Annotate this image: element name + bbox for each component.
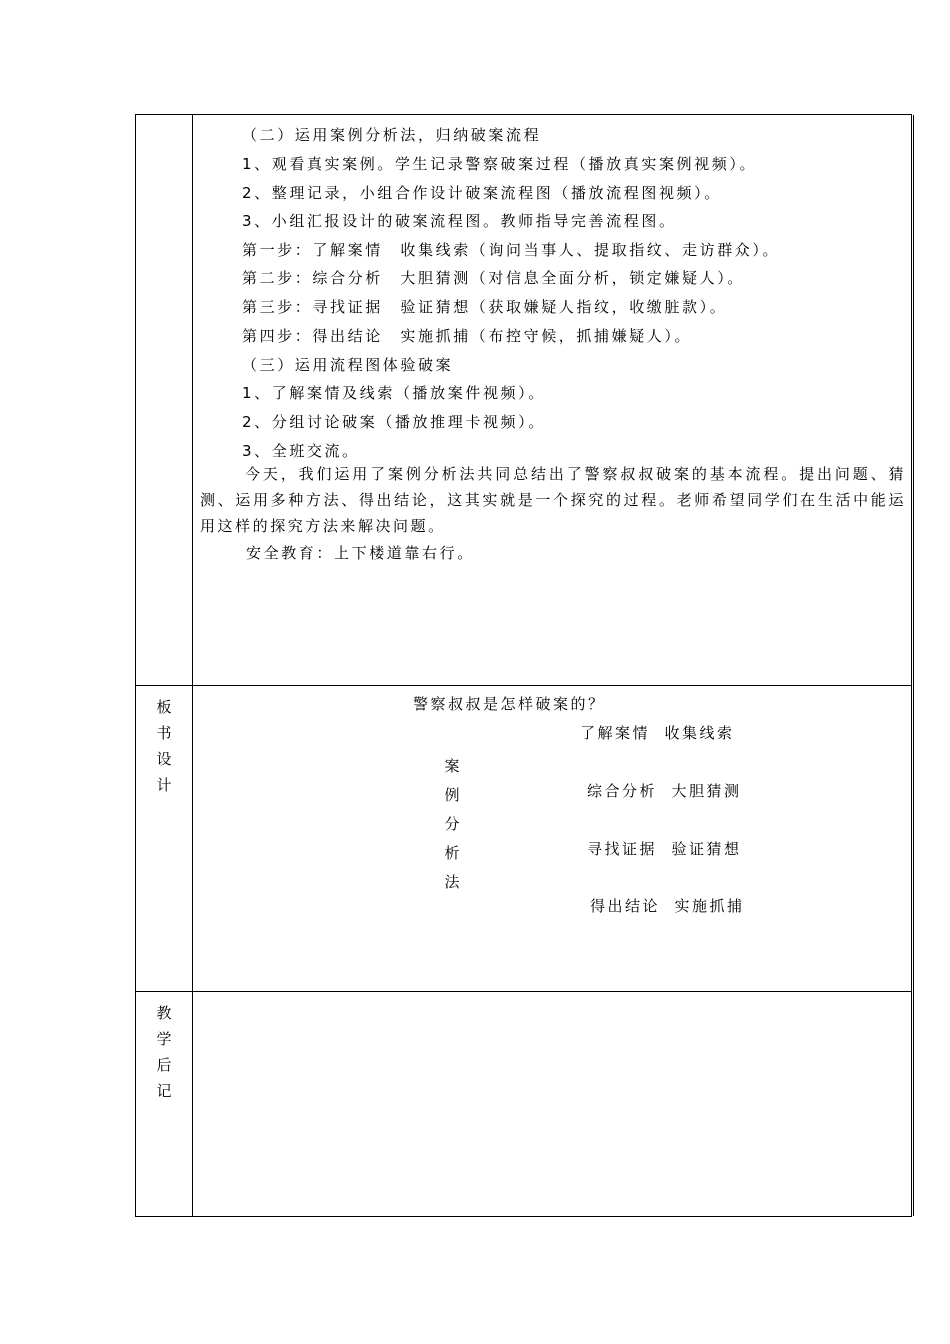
board-content-cell — [194, 686, 911, 991]
step-item: 第一步：了解案情 收集线索（询问当事人、提取指纹、走访群众）。 — [242, 241, 781, 259]
board-step: 了解案情 收集线索 — [580, 724, 735, 742]
step-item: 第三步：寻找证据 验证猜想（获取嫌疑人指纹，收缴脏款）。 — [242, 298, 728, 316]
step-item: 第二步：综合分析 大胆猜测（对信息全面分析，锁定嫌疑人）。 — [242, 269, 745, 287]
list-item: 2、整理记录，小组合作设计破案流程图（播放流程图视频）。 — [242, 184, 722, 202]
list-item: 3、小组汇报设计的破案流程图。教师指导完善流程图。 — [242, 212, 677, 230]
process-content-cell — [194, 115, 911, 685]
process-row — [136, 115, 911, 685]
section-heading-3: （三）运用流程图体验破案 — [242, 356, 454, 374]
board-step: 综合分析 大胆猜测 — [587, 782, 742, 800]
list-item: 1、了解案情及线索（播放案件视频）。 — [242, 384, 546, 402]
reflection-label: 教 学 后 记 — [156, 1004, 173, 1100]
step-item: 第四步：得出结论 实施抓捕（布控守候，抓捕嫌疑人）。 — [242, 327, 693, 345]
process-label-cell — [136, 115, 193, 685]
list-item: 1、观看真实案例。学生记录警察破案过程（播放真实案例视频）。 — [242, 155, 758, 173]
list-item: 2、分组讨论破案（播放推理卡视频）。 — [242, 413, 546, 431]
summary-paragraph: 今天，我们运用了案例分析法共同总结出了警察叔叔破案的基本流程。提出问题、猜测、运用多种方法、得出结论，这其实就是一个探究的过程。老师希望同学们在生活中能运用这样的探究方法来解决问题。 — [200, 465, 906, 535]
board-step: 寻找证据 验证猜想 — [587, 840, 742, 858]
section-heading-2: （二）运用案例分析法，归纳破案流程 — [242, 126, 542, 144]
board-label: 板 书 设 计 — [156, 698, 173, 794]
board-method-label: 案 例 分 析 法 — [444, 757, 460, 891]
reflection-row — [136, 991, 911, 1217]
lesson-plan-table — [135, 114, 912, 1217]
list-item: 3、全班交流。 — [242, 442, 360, 460]
board-title: 警察叔叔是怎样破案的？ — [413, 695, 606, 713]
reflection-content-cell — [194, 992, 911, 1217]
safety-note: 安全教育：上下楼道靠右行。 — [246, 544, 475, 562]
board-step: 得出结论 实施抓捕 — [590, 897, 745, 915]
reflection-label-cell — [136, 992, 193, 1217]
board-design-row — [136, 685, 911, 991]
board-label-cell — [136, 686, 193, 991]
